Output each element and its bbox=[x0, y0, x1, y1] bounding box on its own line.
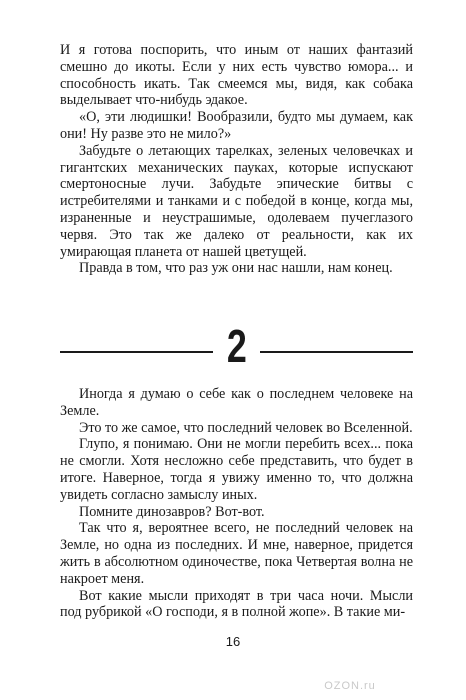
watermark: OZON.ru bbox=[324, 680, 376, 692]
paragraph: Вот какие мысли приходят в три часа ночи. Мысли под рубрикой «О господи, я в полной жопе». В такие ми- bbox=[60, 587, 413, 621]
paragraph: Так что я, вероятнее всего, не последний человек на Земле, но одна из последних. И мне, наверное, придется жить в абсолютном одиночестве, пока Четвертая волна не накроет меня. bbox=[60, 520, 413, 587]
chapter-number: 2 bbox=[226, 320, 247, 372]
paragraph: Правда в том, что раз уж они нас нашли, нам конец. bbox=[79, 260, 393, 277]
text-block-top bbox=[60, 42, 413, 277]
paragraph: Иногда я думаю о себе как о последнем человеке на Земле. bbox=[60, 386, 413, 419]
paragraph: Забудьте о летающих тарелках, зеленых человечках и гигантских механических пауках, которые испускают смертоносные лучи. Забудьте эпические битвы с истребителями и танками и с победой в конце, когда мы, израненные и неустрашимые, одолеваем пучеглазого червя. Это так же далеко от реальности, как их умирающая планета от нашей цветущей. bbox=[60, 142, 413, 260]
paragraph: Глупо, я понимаю. Они не могли перебить всех... пока не смогли. Хотя несложно себе представить, что будет в итоге. Наверное, тогда я увижу именно то, что должна увидеть согласно замыслу иных. bbox=[60, 436, 413, 503]
paragraph: Это то же самое, что последний человек во Вселенной. bbox=[79, 419, 413, 436]
chapter-heading bbox=[60, 320, 413, 372]
page-number: 16 bbox=[225, 634, 241, 649]
text-block-bottom bbox=[60, 386, 413, 621]
chapter-rule-right bbox=[260, 351, 413, 353]
paragraph: И я готова поспорить, что иным от наших фантазий смешно до икоты. Если у них есть чувство юмора... и способность икать. Так смеемся мы, видя, как собака выделывает что-нибудь эдакое. bbox=[60, 42, 413, 109]
paragraph: «О, эти людишки! Вообразили, будто мы думаем, как они! Ну разве это не мило?» bbox=[60, 109, 413, 142]
paragraph: Помните динозавров? Вот-вот. bbox=[79, 503, 265, 520]
